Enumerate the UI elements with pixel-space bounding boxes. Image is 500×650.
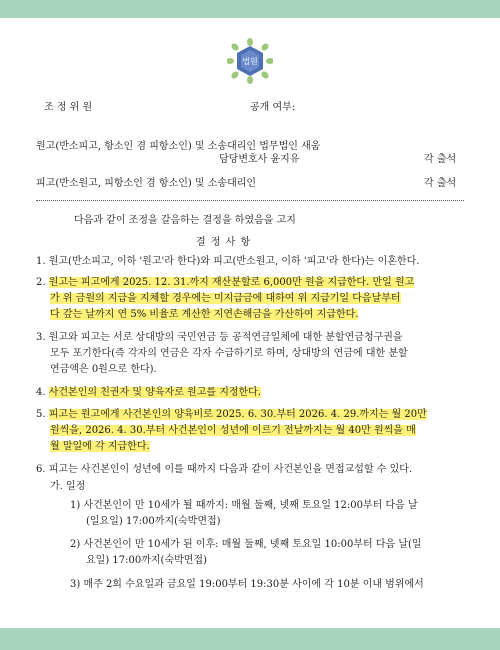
dotted-divider xyxy=(36,200,464,201)
item-2-text-1: 원고는 피고에게 2025. 12. 31.까지 재산분할로 6,000만 원을 지급한다. 만일 원고 xyxy=(48,277,415,288)
item-1: 1. 원고(반소피고, 이하 '원고'라 한다)와 피고(반소원고, 이하 '피고'라 한다)는 이혼한다. xyxy=(36,256,420,267)
item-3-line-2: 모두 포기한다(즉 각자의 연금은 각자 수급하기로 하며, 상대방의 연금에 대한 분할 xyxy=(50,348,408,359)
item-5-text-1: 피고는 원고에게 사건본인의 양육비로 2025. 6. 30.부터 2026. 4. 29.까지는 월 20만 xyxy=(48,409,427,420)
item-2-text-3: 다 갚는 날까지 연 5% 비율로 계산한 지연손해금을 가산하여 지급한다. xyxy=(50,309,359,320)
bottom-color-band xyxy=(0,628,500,650)
item-4-number: 4. xyxy=(36,387,49,398)
disclosure-label: 공개 여부: xyxy=(250,102,296,113)
schedule-1-line-1: 1) 사건본인이 만 10세가 될 때까지: 매월 둘째, 넷째 토요일 12:00부터 다음 날 xyxy=(70,500,418,511)
schedule-2-line-2: 요일) 17:00까지(숙박면접) xyxy=(86,555,207,566)
plaintiff-attendance: 각 출석 xyxy=(424,154,457,165)
item-3-line-1: 3. 원고와 피고는 서로 상대방의 국민연금 등 공적연금일체에 대한 분할연금청구권을 xyxy=(36,332,403,343)
item-5-number: 5. xyxy=(36,409,49,420)
item-5-line-1 xyxy=(36,408,427,421)
court-seal-icon xyxy=(227,38,273,84)
plaintiff-attorney-line: 담당변호사 윤지유 xyxy=(219,154,300,165)
decision-intro: 다음과 같이 조정을 갈음하는 결정을 하였음을 고지 xyxy=(74,215,296,226)
defendant-attendance: 각 출석 xyxy=(424,178,457,189)
defendant-party-line: 피고(반소원고, 피항소인 겸 항소인) 및 소송대리인 xyxy=(36,178,257,189)
schedule-2-line-1: 2) 사건본인이 만 10세가 된 이후: 매월 둘째, 넷째 토요일 10:00부터 다음 날(일 xyxy=(70,539,422,550)
mediator-label: 조 정 위 원 xyxy=(44,102,93,113)
item-6: 6. 피고는 사건본인이 성년에 이를 때까지 다음과 같이 사건본인을 면접교섭할 수 있다. xyxy=(36,464,413,475)
schedule-1-line-2: (일요일) 17:00까지(숙박면접) xyxy=(86,516,221,527)
item-2-number: 2. xyxy=(36,277,49,288)
item-2-text-2: 가 위 금원의 지급을 지체할 경우에는 미지급금에 대하여 위 지급기일 다음날부터 xyxy=(50,293,401,304)
section-title: 결 정 사 항 xyxy=(196,237,252,248)
top-color-band xyxy=(0,0,500,18)
item-3-line-3: 연금액은 0원으로 한다). xyxy=(50,364,157,375)
item-5-text-3: 월 말일에 각 지급한다. xyxy=(50,441,150,452)
item-5-text-2: 원씩을, 2026. 4. 30.부터 사건본인이 성년에 이르기 전날까지는 월 40만 원씩을 매 xyxy=(50,425,416,436)
seal-text: 법원 xyxy=(242,57,258,66)
plaintiff-party-line: 원고(반소피고, 항소인 겸 피항소인) 및 소송대리인 법무법인 새움 xyxy=(36,141,321,152)
item-4-text: 사건본인의 친권자 및 양육자로 원고를 지정한다. xyxy=(48,387,262,398)
schedule-3-line-1: 3) 매주 2회 수요일과 금요일 19:00부터 19:30분 사이에 각 10분 이내 범위에서 xyxy=(70,579,424,590)
subsection-schedule: 가. 일정 xyxy=(50,481,86,492)
item-4-line xyxy=(36,386,261,399)
item-2-line-1 xyxy=(36,276,414,289)
